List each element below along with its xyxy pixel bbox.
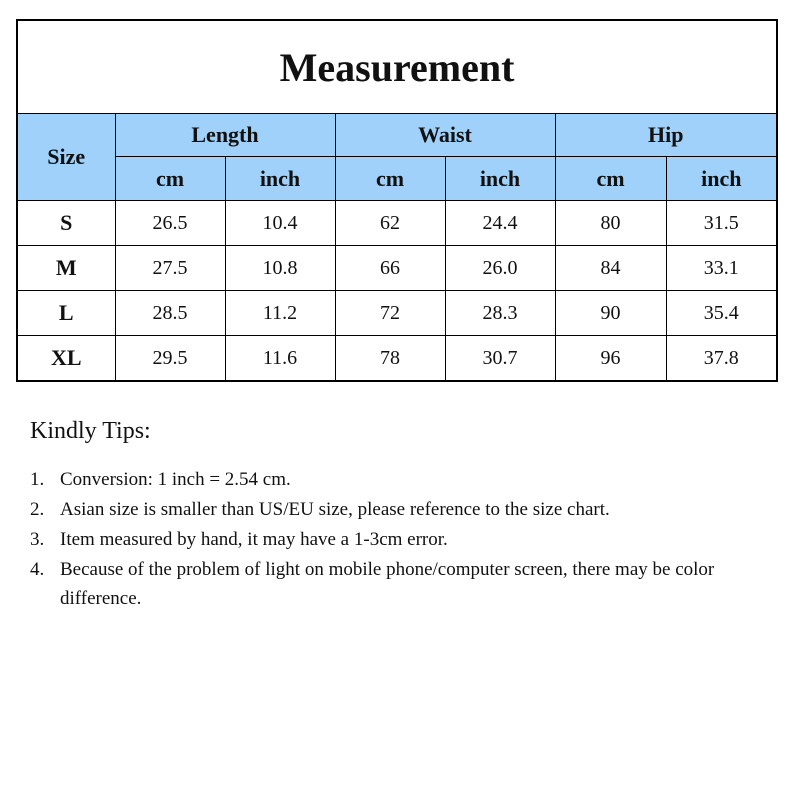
table-cell: 11.6 (225, 336, 335, 382)
table-cell: 27.5 (115, 246, 225, 291)
group-header-hip: Hip (555, 114, 777, 157)
tips-list (30, 465, 770, 613)
tip-text: Asian size is smaller than US/EU size, please reference to the size chart. (60, 499, 610, 520)
table-cell: 84 (555, 246, 666, 291)
unit-header: cm (555, 157, 666, 201)
size-cell: XL (17, 336, 115, 382)
table-cell: 29.5 (115, 336, 225, 382)
table-cell: 37.8 (666, 336, 777, 382)
table-cell: 78 (335, 336, 445, 382)
unit-header: cm (115, 157, 225, 201)
tips-title: Kindly Tips: (30, 418, 151, 444)
table-row (17, 246, 777, 291)
group-header-waist: Waist (335, 114, 555, 157)
unit-header: inch (225, 157, 335, 201)
unit-header: inch (666, 157, 777, 201)
table-cell: 26.5 (115, 201, 225, 246)
tip-item (30, 495, 770, 524)
table-cell: 28.5 (115, 291, 225, 336)
table-cell: 35.4 (666, 291, 777, 336)
tip-number: 2. (30, 499, 45, 520)
table-cell: 96 (555, 336, 666, 382)
size-header: Size (17, 114, 115, 201)
table-row (17, 291, 777, 336)
unit-header: cm (335, 157, 445, 201)
tip-item (30, 555, 770, 613)
table-cell: 30.7 (445, 336, 555, 382)
table-cell: 62 (335, 201, 445, 246)
tip-number: 3. (30, 529, 45, 550)
tip-item (30, 465, 770, 494)
table-cell: 11.2 (225, 291, 335, 336)
table-cell: 31.5 (666, 201, 777, 246)
size-cell: L (17, 291, 115, 336)
table-cell: 26.0 (445, 246, 555, 291)
tips-section (30, 418, 770, 614)
tip-number: 1. (30, 469, 45, 490)
tip-text: Item measured by hand, it may have a 1-3cm error. (60, 529, 448, 550)
unit-header: inch (445, 157, 555, 201)
table-cell: 10.4 (225, 201, 335, 246)
table-row (17, 201, 777, 246)
tip-text: Because of the problem of light on mobile phone/computer screen, there may be color difference. (60, 559, 715, 609)
tip-item (30, 525, 770, 554)
size-chart-table (16, 19, 778, 382)
table-title: Measurement (17, 20, 777, 114)
tip-text: Conversion: 1 inch = 2.54 cm. (60, 469, 291, 490)
table-cell: 66 (335, 246, 445, 291)
size-cell: S (17, 201, 115, 246)
size-cell: M (17, 246, 115, 291)
table-cell: 80 (555, 201, 666, 246)
tip-number: 4. (30, 559, 45, 580)
table-cell: 33.1 (666, 246, 777, 291)
table-cell: 72 (335, 291, 445, 336)
group-header-length: Length (115, 114, 335, 157)
table-cell: 90 (555, 291, 666, 336)
table-cell: 28.3 (445, 291, 555, 336)
table-row (17, 336, 777, 382)
table-cell: 10.8 (225, 246, 335, 291)
table-cell: 24.4 (445, 201, 555, 246)
